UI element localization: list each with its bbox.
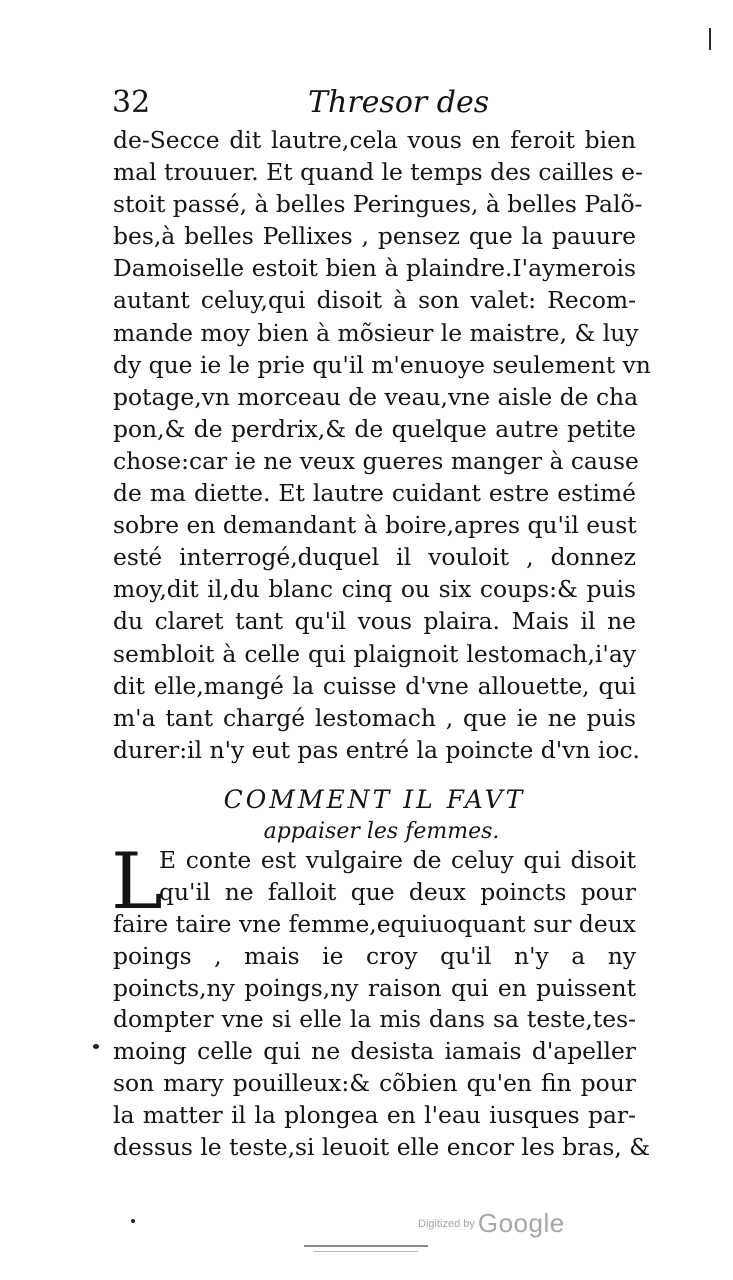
text-line: esté interrogé,duquel il vouloit , donnez [113, 543, 636, 572]
running-head [112, 83, 672, 123]
text-line: pon,& de perdrix,& de quelque autre petite [113, 414, 636, 443]
text-line: moing celle qui ne desista iamais d'apeller [113, 1037, 636, 1066]
bottom-rule [304, 1235, 428, 1247]
text-line: la matter il la plongea en l'eau iusques par- [113, 1101, 636, 1130]
text-line: mande moy bien à mõsieur le maistre, & luy [113, 318, 639, 347]
running-title: Thresor des [308, 85, 490, 120]
text-line: dy que ie le prie qu'il m'enuoye seulement vn [113, 350, 651, 379]
text-line: dompter vne si elle la mis dans sa teste,tes- [113, 1005, 636, 1034]
text-line: Damoiselle estoit bien à plaindre.I'aymerois [113, 254, 636, 283]
digitized-watermark [418, 1208, 565, 1242]
text-line: autant celuy,qui disoit à son valet: Recom- [113, 286, 636, 315]
text-line: sembloit à celle qui plaignoit lestomach,i'ay [113, 639, 636, 668]
text-line: poings , mais ie croy qu'il n'y a ny [113, 941, 636, 970]
ink-speck [93, 1044, 99, 1049]
section-body [111, 837, 651, 1164]
text-line: faire taire vne femme,equiuoquant sur deux [113, 909, 636, 938]
text-line: chose:car ie ne veux gueres manger à cause [113, 446, 639, 475]
text-line: E conte est vulgaire de celuy qui disoit [159, 846, 636, 874]
text-line: stoit passé, à belles Peringues, à belles Palõ- [113, 190, 643, 219]
ink-speck [131, 1219, 135, 1223]
page-number: 32 [112, 85, 151, 120]
text-line: de ma diette. Et lautre cuidant estre estimé [113, 479, 636, 508]
text-line: sobre en demandant à boire,apres qu'il eust [113, 511, 637, 540]
margin-mark [709, 28, 711, 50]
text-line: mal trouuer. Et quand le temps des cailles e- [113, 158, 643, 187]
text-line: potage,vn morceau de veau,vne aisle de cha [113, 382, 639, 411]
text-line: son mary pouilleux:& cõbien qu'en fin pour [113, 1069, 636, 1098]
text-line: durer:il n'y eut pas entré la poincte d'vn ioc. [113, 735, 640, 764]
google-logo: Google [477, 1208, 565, 1238]
text-line: poincts,ny poings,ny raison qui en puissent [113, 973, 636, 1002]
drop-cap: L [111, 837, 163, 927]
text-line: dessus le teste,si leuoit elle encor les bras, & [113, 1133, 651, 1162]
text-line: bes,à belles Pellixes , pensez que la pauure [113, 222, 636, 251]
watermark-prefix: Digitized by [418, 1217, 475, 1230]
text-line: de-Secce dit lautre,cela vous en feroit bien [113, 126, 636, 154]
text-line: m'a tant chargé lestomach , que ie ne puis [113, 703, 636, 732]
paragraph-text [113, 124, 651, 766]
text-line: du claret tant qu'il vous plaira. Mais il ne [113, 607, 636, 636]
text-line: dit elle,mangé la cuisse d'vne allouette, qui [113, 671, 636, 700]
section-subheading: appaiser les femmes. [263, 819, 500, 844]
section-heading: COMMENT IL FAVT [223, 785, 526, 814]
text-line: qu'il ne falloit que deux poincts pour [159, 877, 636, 906]
text-line: moy,dit il,du blanc cinq ou six coups:& puis [113, 575, 636, 604]
